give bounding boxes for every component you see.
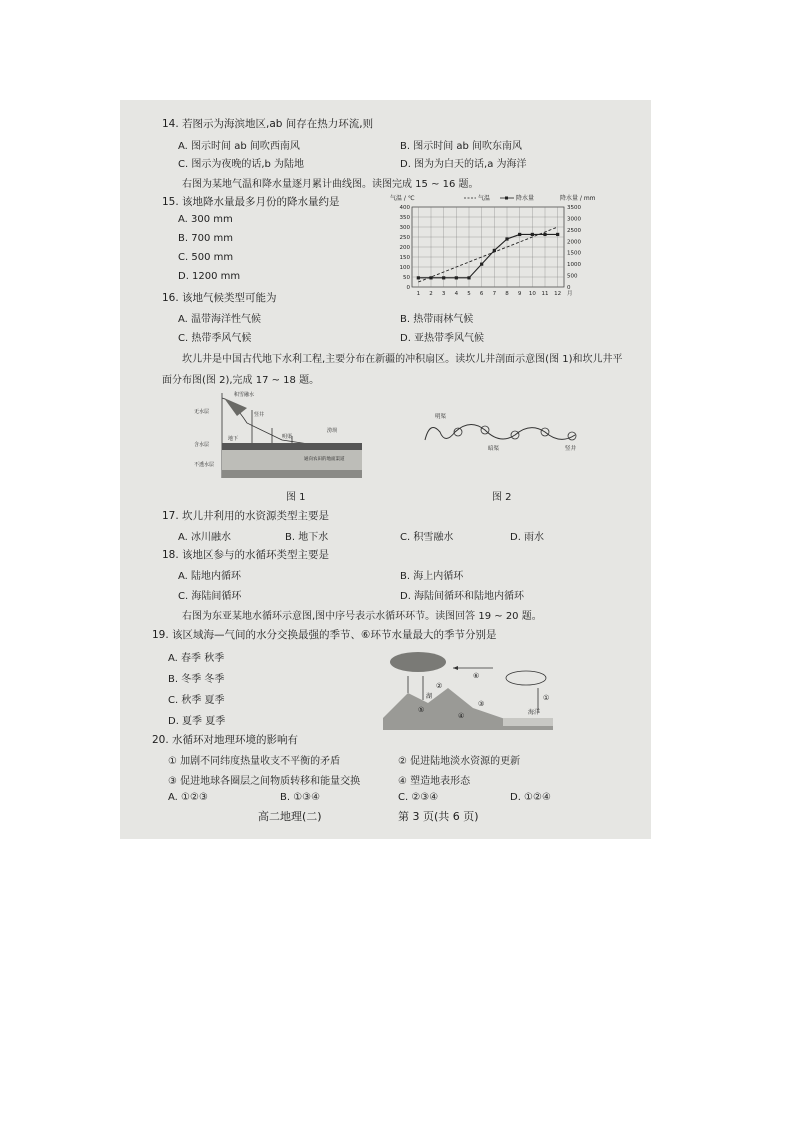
label-ocean: 海洋 [528,709,541,716]
chart-legend [464,194,534,202]
left-tick-label: 300 [399,225,410,231]
footer-page: 第 3 页(共 6 页) [398,810,479,823]
label-lake: 湖 [426,693,433,700]
q19-stem: 19. 该区域海—气间的水分交换最强的季节、⑥环节水量最大的季节分别是 [152,629,497,641]
q20-option-b: B. ①③④ [280,792,321,803]
q15-option-a: A. 300 mm [178,214,233,225]
q20-option-c: C. ②③④ [398,792,439,803]
q18-option-a: A. 陆地内循环 [178,571,242,582]
q14-option-d: D. 图为为白天的话,a 为海洋 [400,159,527,170]
chart-ticks [400,205,582,297]
temperature-line [418,227,557,282]
x-tick-label: 11 [541,291,549,297]
x-tick-label: 1 [416,291,421,297]
left-tick-label: 50 [403,275,410,281]
q20-statement-2: ② 促进陆地淡水资源的更新 [398,756,521,767]
q15-stem: 15. 该地降水量最多月份的降水量约是 [162,196,340,208]
x-tick-label: 8 [505,291,509,297]
x-tick-label: 9 [517,291,522,297]
q17-option-c: C. 积雪融水 [400,532,454,543]
left-tick-label: 0 [406,285,410,291]
label-aquifer: 含水层 [194,442,210,448]
label-1: ① [543,694,550,702]
karez-section-figure [192,388,372,483]
precipitation-point [455,276,458,279]
q20-option-d: D. ①②④ [510,792,551,803]
fig1-caption: 图 1 [286,492,306,503]
left-tick-label: 100 [399,265,410,271]
left-tick-label: 250 [399,235,410,241]
label-mingqu: 明渠 [282,434,293,440]
exam-page [120,100,651,839]
label-underground: 地下 [228,436,239,442]
climate-chart [382,192,614,302]
right-tick-label: 3000 [567,216,581,223]
q14-option-b: B. 图示时间 ab 间吹东南风 [400,141,523,152]
right-tick-label: 2000 [567,239,581,246]
water-cycle-figure [378,648,558,730]
label-plan-anqu: 暗渠 [488,446,500,452]
x-tick-label: 2 [429,291,433,297]
right-tick-label: 2500 [567,227,581,234]
q20-stem: 20. 水循环对地理环境的影响有 [152,734,299,746]
label-impermeable: 不透水层 [194,462,215,468]
precipitation-point [493,249,496,252]
right-tick-label: 1500 [567,250,581,257]
q16-option-d: D. 亚热带季风气候 [400,333,485,344]
label-6: ⑥ [473,672,480,680]
label-snow: 积雪融水 [234,392,255,398]
precipitation-point [417,276,420,279]
x-unit-label: 月 [567,291,573,297]
label-4: ④ [458,712,465,720]
x-tick-label: 4 [454,291,459,297]
q20-statement-3: ③ 促进地球各圈层之间物质转移和能量交换 [168,776,361,787]
label-to-farmland: 通向农田的地面渠道 [304,457,345,462]
q14-option-c: C. 图示为夜晚的话,b 为陆地 [178,159,305,170]
label-5: ⑤ [418,706,425,714]
footer-subject: 高二地理(二) [258,810,322,823]
x-tick-label: 7 [492,291,497,297]
q17-stem: 17. 坎儿井利用的水资源类型主要是 [162,510,330,522]
left-tick-label: 350 [399,215,410,221]
label-no-water-layer: 无水层 [194,409,210,415]
legend-temperature: 气温 [478,195,491,202]
q17-option-b: B. 地下水 [285,532,329,543]
q20-statement-1: ① 加剧不同纬度热量收支不平衡的矛盾 [168,756,341,767]
intro-17-18: 坎儿井是中国古代地下水利工程,主要分布在新疆的冲积扇区。读坎儿井剖面示意图(图 1)和坎儿井平面分布图(图 2),完成 17 ~ 18 题。 [162,354,623,386]
left-tick-label: 150 [399,255,410,261]
label-shaft: 竖井 [254,412,265,418]
precipitation-point [518,233,521,236]
q18-stem: 18. 该地区参与的水循环类型主要是 [162,549,330,561]
q19-option-d: D. 夏季 夏季 [168,716,226,727]
q15-option-b: B. 700 mm [178,233,233,244]
q18-option-d: D. 海陆间循环和陆地内循环 [400,591,525,602]
right-tick-label: 3500 [567,205,581,211]
q14-stem: 14. 若图示为海滨地区,ab 间存在热力环流,则 [162,118,374,130]
label-3: ③ [478,700,485,708]
chart-grid [412,207,564,287]
q17-option-d: D. 雨水 [510,532,545,543]
label-plan-mingqu: 明渠 [435,414,447,420]
precipitation-point [531,233,534,236]
q14-option-a: A. 图示时间 ab 间吹西南风 [178,141,300,152]
intro-19-20: 右图为东亚某地水循环示意图,图中序号表示水循环环节。读图回答 19 ~ 20 题。 [182,611,542,622]
x-tick-label: 12 [554,291,562,297]
q15-option-c: C. 500 mm [178,252,234,263]
right-axis-label: 降水量 / mm [560,195,596,202]
right-tick-label: 0 [567,285,571,291]
q18-option-b: B. 海上内循环 [400,571,464,582]
q15-option-d: D. 1200 mm [178,271,241,282]
precipitation-point [429,276,432,279]
karez-plan-figure [410,410,600,470]
legend-precipitation: 降水量 [516,195,535,202]
q19-option-c: C. 秋季 夏季 [168,695,225,706]
q16-option-a: A. 温带海洋性气候 [178,314,262,325]
intro-15-16: 右图为某地气温和降水量逐月累计曲线图。读图完成 15 ~ 16 题。 [182,179,479,190]
q19-option-a: A. 春季 秋季 [168,653,225,664]
label-laoba: 涝坝 [327,428,338,434]
precipitation-point [442,276,445,279]
label-2: ② [436,682,443,690]
q16-option-c: C. 热带季风气候 [178,333,252,344]
x-tick-label: 6 [479,291,484,297]
precipitation-point [543,233,546,236]
q16-option-b: B. 热带雨林气候 [400,314,474,325]
q20-statement-4: ④ 塑造地表形态 [398,776,471,787]
precipitation-point [505,237,508,240]
precipitation-line [418,234,557,277]
label-plan-shujing: 竖井 [565,446,577,452]
chart-series [417,227,560,282]
right-tick-label: 500 [567,273,578,280]
q19-option-b: B. 冬季 冬季 [168,674,225,685]
x-tick-label: 10 [528,291,536,297]
left-tick-label: 200 [399,245,410,251]
x-tick-label: 3 [441,291,446,297]
fig2-caption: 图 2 [492,492,512,503]
q20-option-a: A. ①②③ [168,792,208,803]
q17-option-a: A. 冰川融水 [178,532,232,543]
x-tick-label: 5 [467,291,471,297]
precipitation-point [556,233,559,236]
q16-stem: 16. 该地气候类型可能为 [162,292,277,304]
right-tick-label: 1000 [567,262,581,269]
precipitation-point [480,263,483,266]
precipitation-point [467,276,470,279]
q18-option-c: C. 海陆间循环 [178,591,242,602]
left-axis-label: 气温 / ℃ [390,195,415,202]
left-tick-label: 400 [399,205,410,211]
